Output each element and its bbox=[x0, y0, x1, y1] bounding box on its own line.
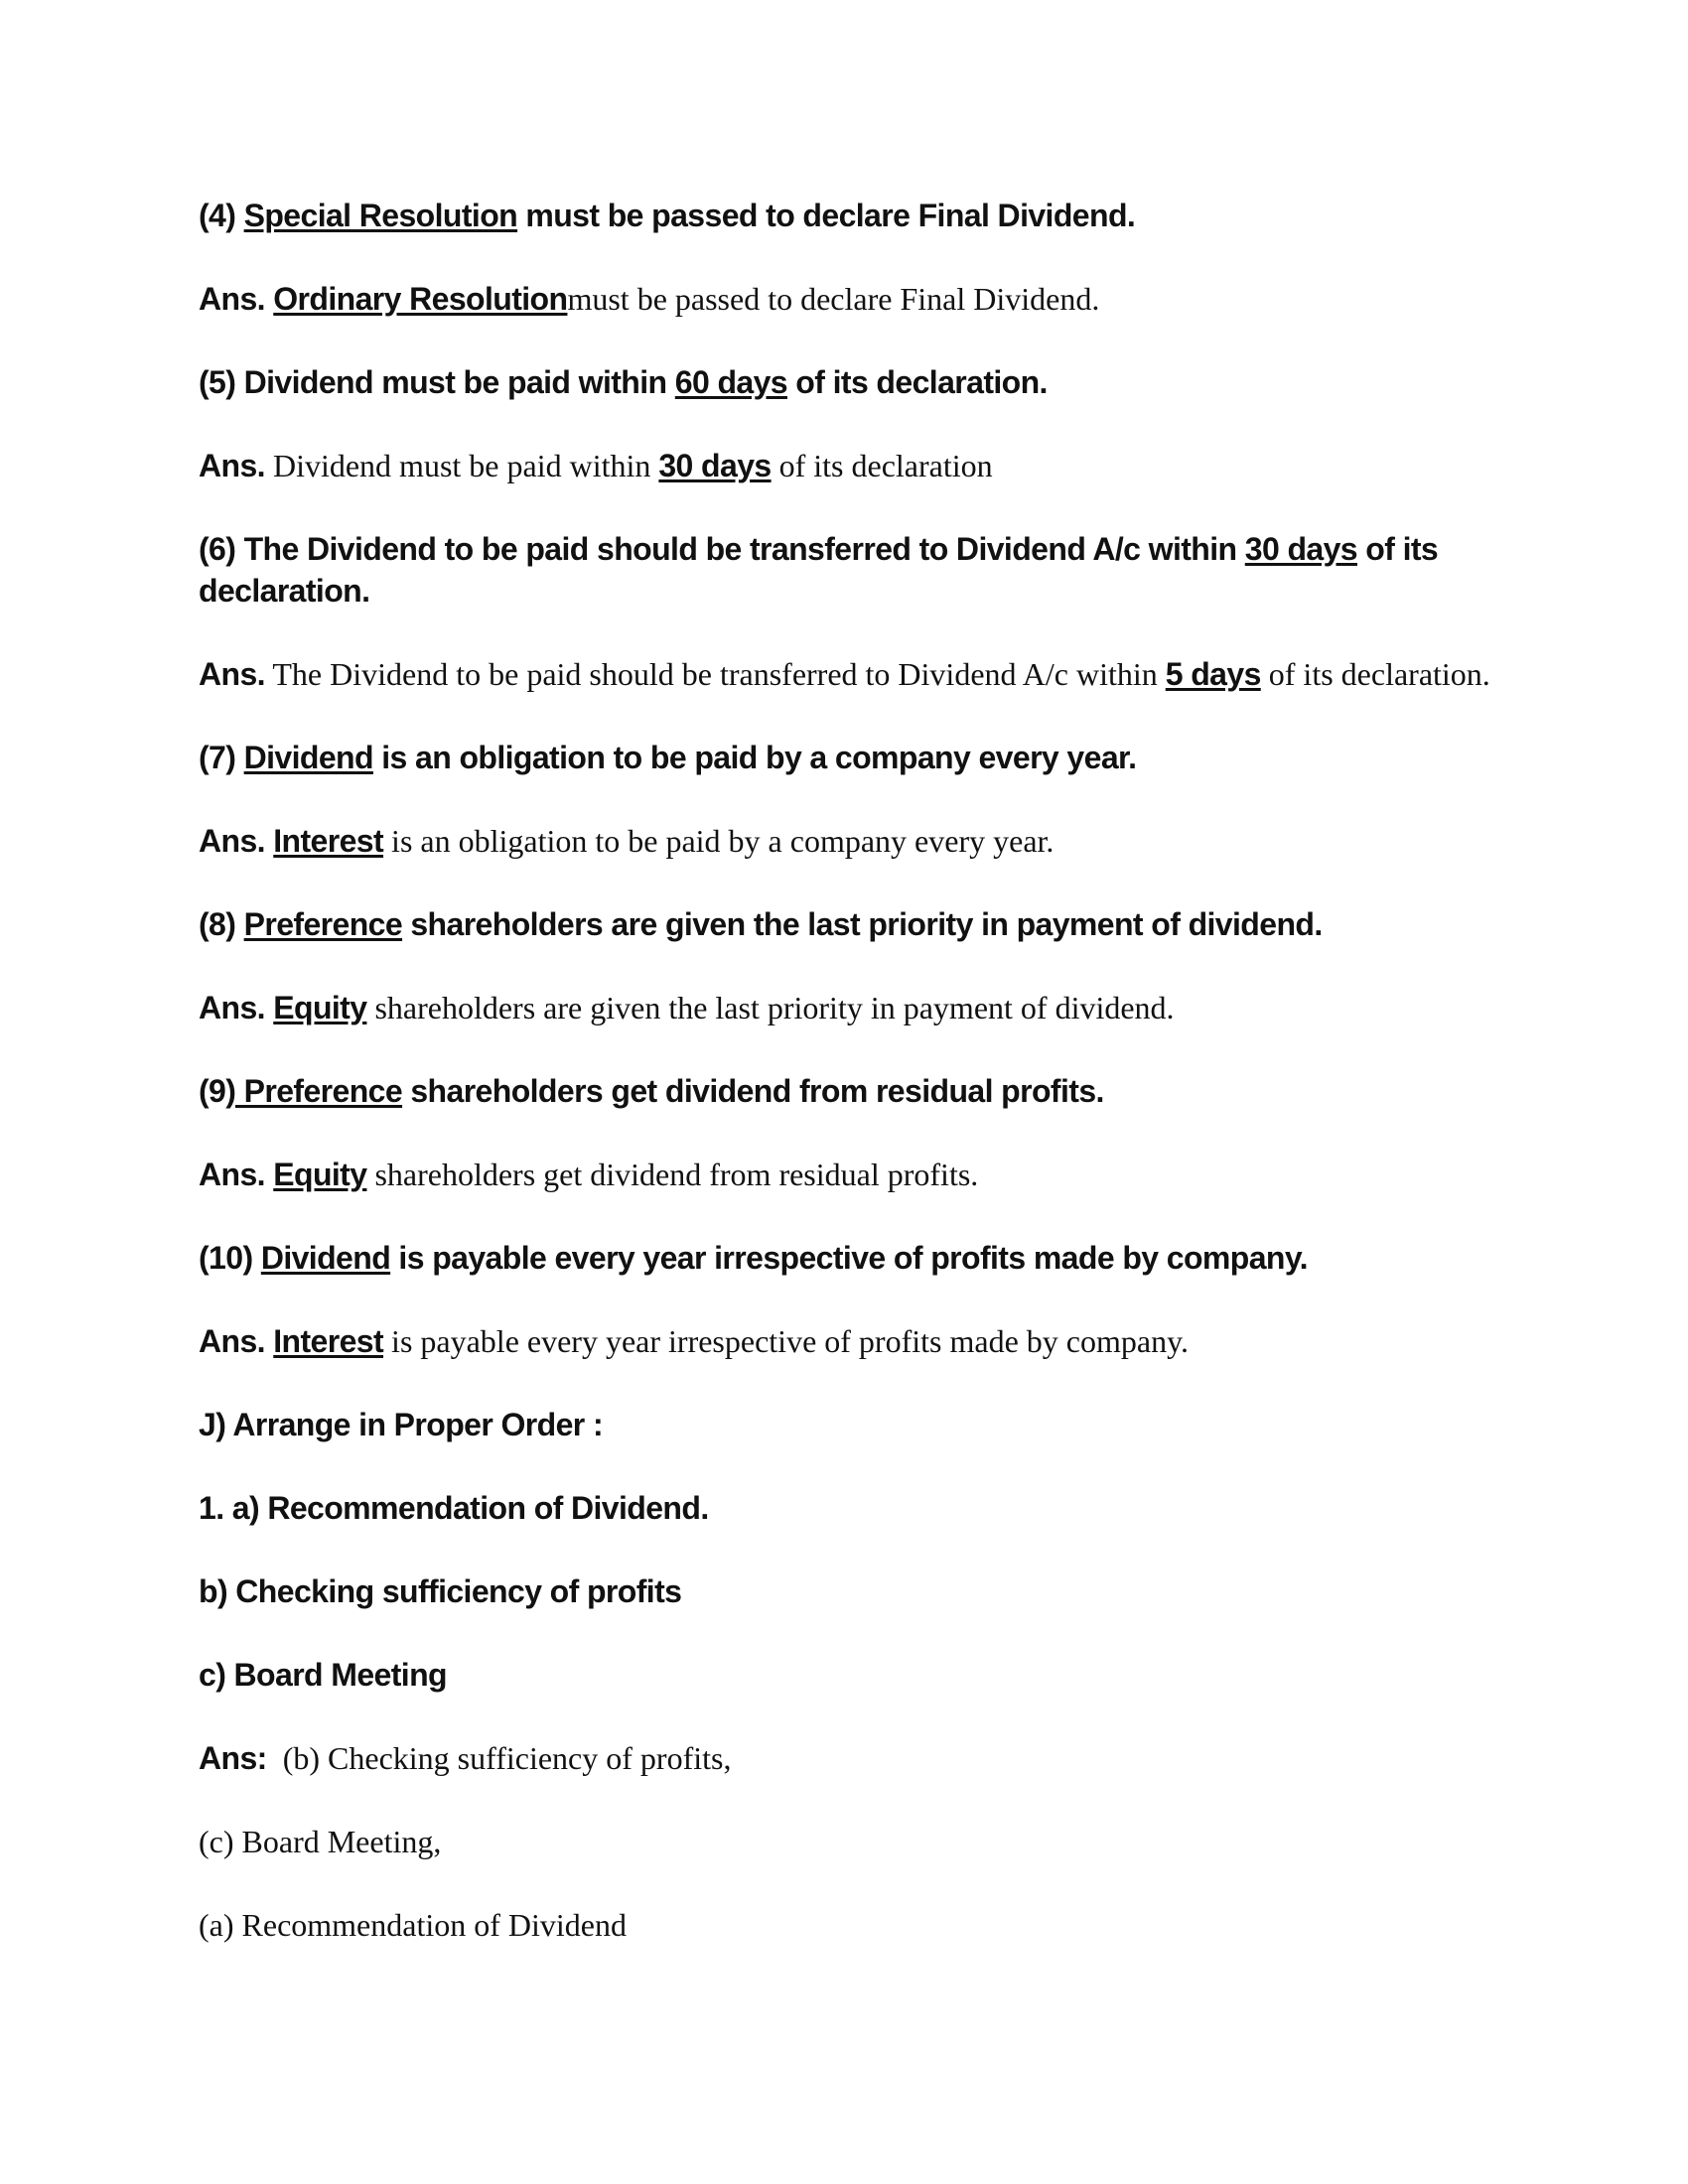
question-4-key: Special Resolution bbox=[243, 198, 518, 233]
question-4: (4) Special Resolution must be passed to declare Final Dividend. bbox=[199, 198, 1136, 233]
arrange-option-c: c) Board Meeting bbox=[199, 1657, 447, 1693]
document-page bbox=[199, 195, 1509, 1987]
section-heading-arrange: J) Arrange in Proper Order : bbox=[199, 1407, 603, 1442]
answer-label: Ans: bbox=[199, 1740, 267, 1776]
question-6: (6) The Dividend to be paid should be transferred to Dividend A/c within 30 days of its declaration. bbox=[199, 531, 1439, 609]
arrange-option-a: 1. a) Recommendation of Dividend. bbox=[199, 1490, 709, 1526]
answer-9-key: Equity bbox=[273, 1157, 367, 1192]
question-8-key: Preference bbox=[243, 906, 403, 942]
answer-5-key: 30 days bbox=[658, 448, 772, 483]
answer-10: Ans. Interest is payable every year irrespective of profits made by company. bbox=[199, 1323, 1189, 1359]
answer-4-key: Ordinary Resolution bbox=[273, 281, 568, 317]
arrange-answer-2: (c) Board Meeting, bbox=[199, 1824, 442, 1859]
answer-7: Ans. Interest is an obligation to be paid by a company every year. bbox=[199, 823, 1055, 859]
question-10: (10) Dividend is payable every year irrespective of profits made by company. bbox=[199, 1240, 1308, 1276]
answer-9: Ans. Equity shareholders get dividend from residual profits. bbox=[199, 1157, 979, 1192]
answer-6: Ans. The Dividend to be paid should be transferred to Dividend A/c within 5 days of its declaration. bbox=[199, 656, 1490, 692]
answer-4: Ans. Ordinary Resolutionmust be passed to declare Final Dividend. bbox=[199, 281, 1100, 317]
answer-10-key: Interest bbox=[273, 1323, 384, 1359]
answer-5: Ans. Dividend must be paid within 30 days of its declaration bbox=[199, 448, 993, 483]
question-8: (8) Preference shareholders are given the last priority in payment of dividend. bbox=[199, 906, 1323, 942]
question-9-key: ) Preference bbox=[225, 1073, 403, 1109]
arrange-option-b: b) Checking sufficiency of profits bbox=[199, 1573, 682, 1609]
question-7: (7) Dividend is an obligation to be paid by a company every year. bbox=[199, 740, 1137, 775]
question-10-key: Dividend bbox=[260, 1240, 391, 1276]
question-5: (5) Dividend must be paid within 60 days of its declaration. bbox=[199, 364, 1048, 400]
question-6-key: 30 days bbox=[1244, 531, 1357, 567]
question-9: (9) Preference shareholders get dividend from residual profits. bbox=[199, 1073, 1104, 1109]
answer-7-key: Interest bbox=[273, 823, 384, 859]
arrange-answer-1: Ans: (b) Checking sufficiency of profits, bbox=[199, 1740, 732, 1776]
answer-8-key: Equity bbox=[273, 990, 367, 1025]
question-5-key: 60 days bbox=[674, 364, 788, 400]
arrange-answer-3: (a) Recommendation of Dividend bbox=[199, 1907, 627, 1943]
question-7-key: Dividend bbox=[243, 740, 373, 775]
answer-8: Ans. Equity shareholders are given the last priority in payment of dividend. bbox=[199, 990, 1175, 1025]
answer-6-key: 5 days bbox=[1165, 656, 1261, 692]
